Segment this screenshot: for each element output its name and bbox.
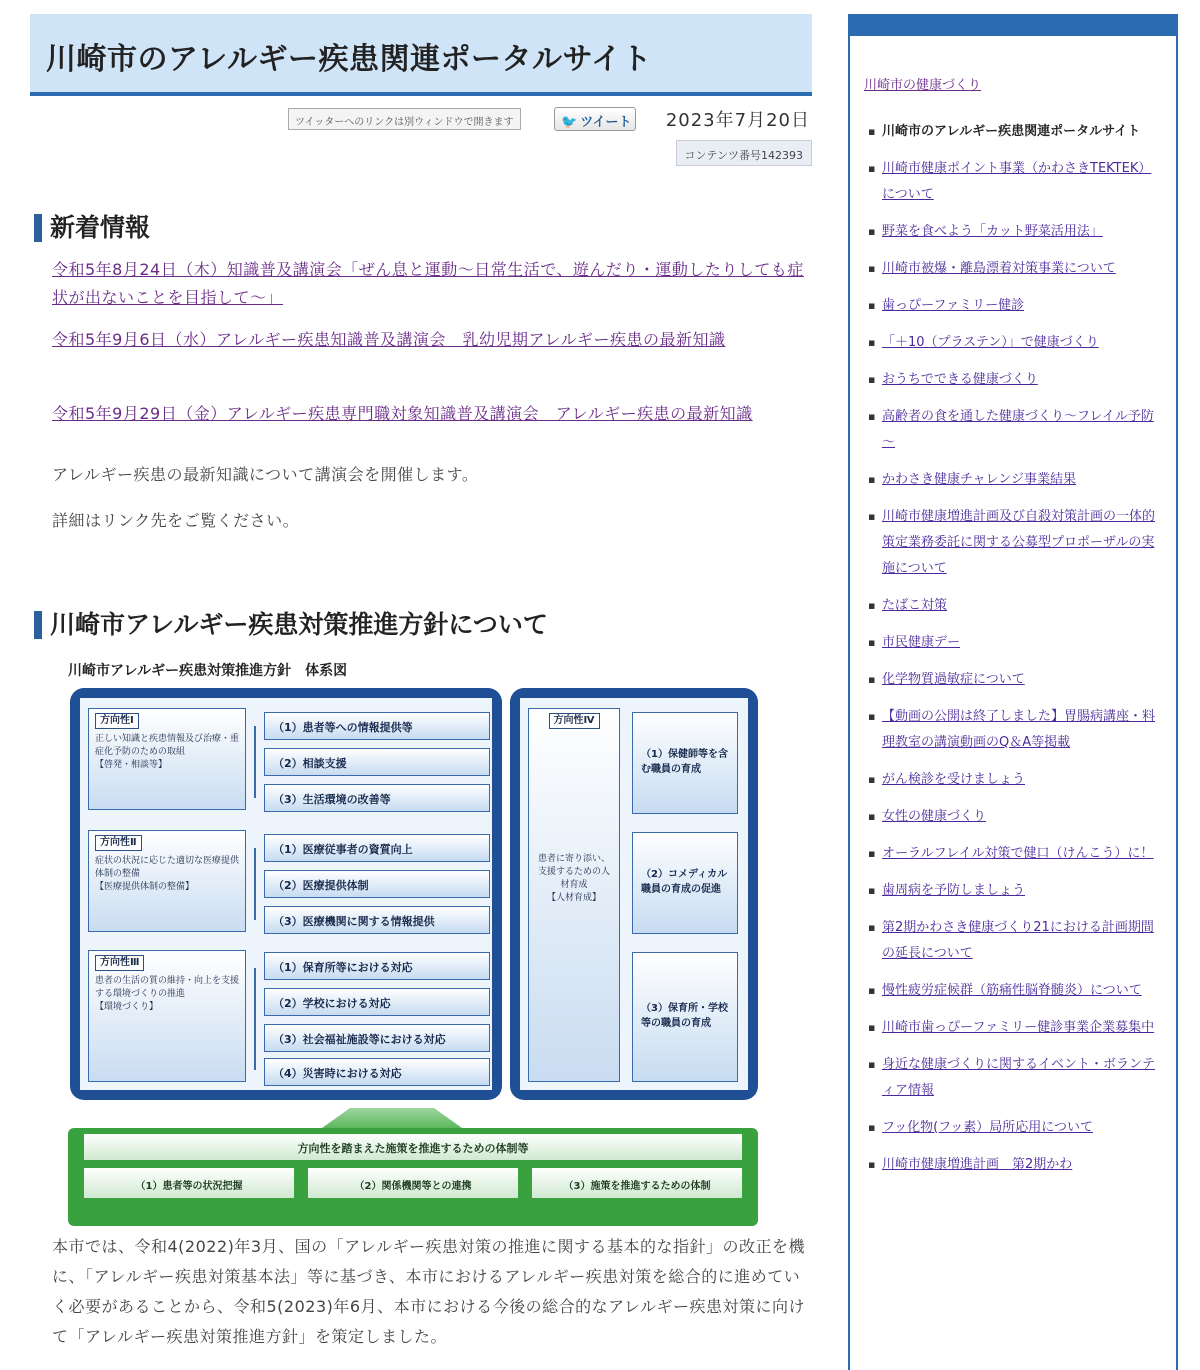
sidebar-link-20[interactable]: 川崎市歯っぴーファミリー健診事業企業募集中	[882, 1020, 1155, 1035]
direction-4-sub: 【人材育成】	[546, 893, 601, 903]
main-content	[30, 14, 812, 162]
direction-3-item-1: （1）保育所等における対応	[264, 952, 490, 980]
sidebar-item	[868, 878, 1164, 904]
sidebar-link-8[interactable]: かわさき健康チャレンジ事業結果	[882, 472, 1076, 487]
sidebar-item	[868, 978, 1164, 1004]
sidebar-link-5[interactable]: 「＋10（プラステン）」で健康づくり	[882, 335, 1099, 350]
direction-1-box	[88, 708, 246, 810]
sidebar-item	[868, 256, 1164, 282]
page-title-bar	[30, 14, 812, 96]
direction-4-item-2: （2）コメディカル職員の育成の促進	[632, 832, 738, 934]
sidebar-link-9[interactable]: 川崎市健康増進計画及び自殺対策計画の一体的策定業務委託に関する公募型プロポーザルの実施について	[882, 509, 1156, 576]
sidebar-link-12[interactable]: 化学物質過敏症について	[882, 672, 1025, 687]
sidebar-link-21[interactable]: 身近な健康づくりに関するイベント・ボランティア情報	[882, 1057, 1156, 1098]
news-link-3[interactable]: 令和5年9月29日（金）アレルギー疾患専門職対象知識普及講演会 アレルギー疾患の最新知識	[52, 404, 753, 423]
page-title: 川崎市のアレルギー疾患関連ポータルサイト	[46, 42, 652, 77]
sidebar-link-17[interactable]: 歯周病を予防しましょう	[882, 883, 1026, 898]
up-arrow-icon	[322, 1108, 462, 1128]
sidebar-link-1[interactable]: 川崎市健康ポイント事業（かわさきTEKTEK）について	[882, 161, 1152, 202]
direction-1-tag: 方向性Ⅰ	[95, 713, 139, 729]
direction-3-desc: 患者の生活の質の維持・向上を支援する環境づくりの推進	[95, 976, 240, 999]
sidebar-link-15[interactable]: 女性の健康づくり	[882, 809, 987, 824]
sidebar-item	[868, 915, 1164, 967]
sidebar-item	[868, 767, 1164, 793]
sidebar-item-current: ▪ 川崎市のアレルギー疾患関連ポータルサイト	[868, 119, 1164, 145]
news-item-3	[52, 400, 814, 428]
direction-1-item-1: （1）患者等への情報提供等	[264, 712, 490, 740]
direction-4-desc: 患者に寄り添い、支援するための人材育成	[537, 854, 610, 890]
direction-4-tag: 方向性Ⅳ	[549, 713, 600, 729]
sidebar-item	[868, 593, 1164, 619]
twitter-link-note: ツイッターへのリンクは別ウィンドウで開きます	[288, 108, 521, 130]
sidebar-item	[868, 156, 1164, 208]
sidebar-item	[868, 330, 1164, 356]
direction-2-item-3: （3）医療機関に関する情報提供	[264, 906, 490, 934]
content-number: コンテンツ番号142393	[676, 140, 812, 166]
sidebar	[848, 14, 1178, 1370]
connector	[254, 968, 256, 1070]
sidebar-link-6[interactable]: おうちでできる健康づくり	[882, 372, 1038, 387]
sidebar-link-7[interactable]: 高齢者の食を通した健康づくり～フレイル予防～	[882, 409, 1154, 450]
policy-system-diagram	[68, 688, 758, 1228]
sidebar-item	[868, 1115, 1164, 1141]
sidebar-item	[868, 404, 1164, 456]
tweet-label: ツイート	[580, 115, 632, 130]
direction-1-item-2: （2）相談支援	[264, 748, 490, 776]
news-note-1: アレルギー疾患の最新知識について講演会を開催します。	[52, 465, 479, 484]
sidebar-item	[868, 667, 1164, 693]
sidebar-link-18[interactable]: 第2期かわさき健康づくり21における計画期間の延長について	[882, 920, 1154, 961]
publish-date: 2023年7月20日	[665, 110, 810, 131]
sidebar-link-14[interactable]: がん検診を受けましょう	[882, 772, 1026, 787]
sidebar-link-11[interactable]: 市民健康デー	[882, 635, 961, 650]
policy-heading: 川崎市アレルギー疾患対策推進方針について	[34, 611, 548, 639]
sidebar-item	[868, 293, 1164, 319]
connector	[254, 848, 256, 920]
direction-4-box	[528, 708, 620, 1082]
news-item-1	[52, 256, 814, 312]
sidebar-link-10[interactable]: たばこ対策	[882, 598, 948, 613]
direction-1-item-3: （3）生活環境の改善等	[264, 784, 490, 812]
sidebar-item	[868, 367, 1164, 393]
sidebar-item	[868, 630, 1164, 656]
sidebar-link-16[interactable]: オーラルフレイル対策で健口（けんこう）に！	[882, 846, 1154, 861]
direction-2-item-2: （2）医療提供体制	[264, 870, 490, 898]
sidebar-item	[868, 1152, 1164, 1178]
foundation-item-3: （3）施策を推進するための体制	[532, 1168, 742, 1198]
diagram-caption: 川崎市アレルギー疾患対策推進方針 体系図	[68, 663, 348, 679]
sidebar-item	[868, 1015, 1164, 1041]
news-item-2	[52, 326, 814, 354]
sidebar-item	[868, 841, 1164, 867]
twitter-bird-icon: 🐦	[561, 115, 578, 130]
sidebar-link-2[interactable]: 野菜を食べよう「カット野菜活用法」	[882, 224, 1103, 239]
foundation-item-1: （1）患者等の状況把握	[84, 1168, 294, 1198]
news-link-2[interactable]: 令和5年9月6日（水）アレルギー疾患知識普及講演会 乳幼児期アレルギー疾患の最新知識	[52, 330, 726, 349]
sidebar-list	[868, 119, 1164, 1178]
sidebar-parent-link[interactable]: 川崎市の健康づくり	[864, 78, 982, 93]
sidebar-item	[868, 704, 1164, 756]
direction-2-item-1: （1）医療従事者の資質向上	[264, 834, 490, 862]
direction-1-desc: 正しい知識と疾患情報及び治療・重症化予防のための取組	[95, 734, 240, 757]
sidebar-link-23[interactable]: 川崎市健康増進計画 第2期かわ	[882, 1157, 1073, 1172]
direction-2-tag: 方向性Ⅱ	[95, 835, 142, 851]
direction-3-tag: 方向性Ⅲ	[95, 955, 144, 971]
sidebar-item	[868, 804, 1164, 830]
foundation-item-2: （2）関係機関等との連携	[308, 1168, 518, 1198]
sidebar-link-4[interactable]: 歯っぴーファミリー健診	[882, 298, 1025, 313]
direction-2-box	[88, 830, 246, 932]
sidebar-item	[868, 1052, 1164, 1104]
news-note-2: 詳細はリンク先をご覧ください。	[52, 511, 300, 530]
sidebar-link-13[interactable]: 【動画の公開は終了しました】胃腸病講座・料理教室の講演動画のQ＆A等掲載	[882, 709, 1156, 750]
direction-3-sub: 【環境づくり】	[95, 1002, 159, 1012]
sidebar-link-3[interactable]: 川崎市被爆・離島漂着対策事業について	[882, 261, 1116, 276]
direction-4-item-1: （1）保健師等を含む職員の育成	[632, 712, 738, 814]
direction-4-item-3: （3）保育所・学校等の職員の育成	[632, 952, 738, 1082]
direction-2-desc: 症状の状況に応じた適切な医療提供体制の整備	[95, 856, 240, 879]
sidebar-item	[868, 219, 1164, 245]
tweet-button[interactable]	[554, 107, 636, 131]
news-heading: 新着情報	[34, 214, 150, 242]
direction-3-item-3: （3）社会福祉施設等における対応	[264, 1024, 490, 1052]
sidebar-item	[868, 504, 1164, 582]
direction-3-item-2: （2）学校における対応	[264, 988, 490, 1016]
foundation-title: 方向性を踏まえた施策を推進するための体制等	[84, 1134, 742, 1160]
sidebar-link-22[interactable]: フッ化物(フッ素）局所応用について	[882, 1120, 1093, 1135]
direction-2-sub: 【医療提供体制の整備】	[95, 882, 195, 892]
sidebar-link-19[interactable]: 慢性疲労症候群（筋痛性脳脊髄炎）について	[882, 983, 1142, 998]
connector	[254, 726, 256, 798]
sidebar-item	[868, 467, 1164, 493]
direction-3-box	[88, 950, 246, 1082]
direction-3-item-4: （4）災害時における対応	[264, 1058, 490, 1086]
policy-body-text: 本市では、令和4(2022)年3月、国の「アレルギー疾患対策の推進に関する基本的な指針」の改正を機に、「アレルギー疾患対策基本法」等に基づき、本市におけるアレルギー疾患対策を総合的に進めていく必要があることから、令和5(2023)年6月、本市における今後の総合的なアレルギー疾患対策に向けて「アレルギー疾患対策推進方針」を策定しました。	[52, 1237, 806, 1346]
news-link-1[interactable]: 令和5年8月24日（木）知識普及講演会「ぜん息と運動～日常生活で、遊んだり・運動したりしても症状が出ないことを目指して～」	[52, 260, 804, 307]
share-row	[30, 96, 812, 162]
sidebar-header-bar	[850, 16, 1176, 36]
direction-1-sub: 【啓発・相談等】	[95, 760, 168, 770]
